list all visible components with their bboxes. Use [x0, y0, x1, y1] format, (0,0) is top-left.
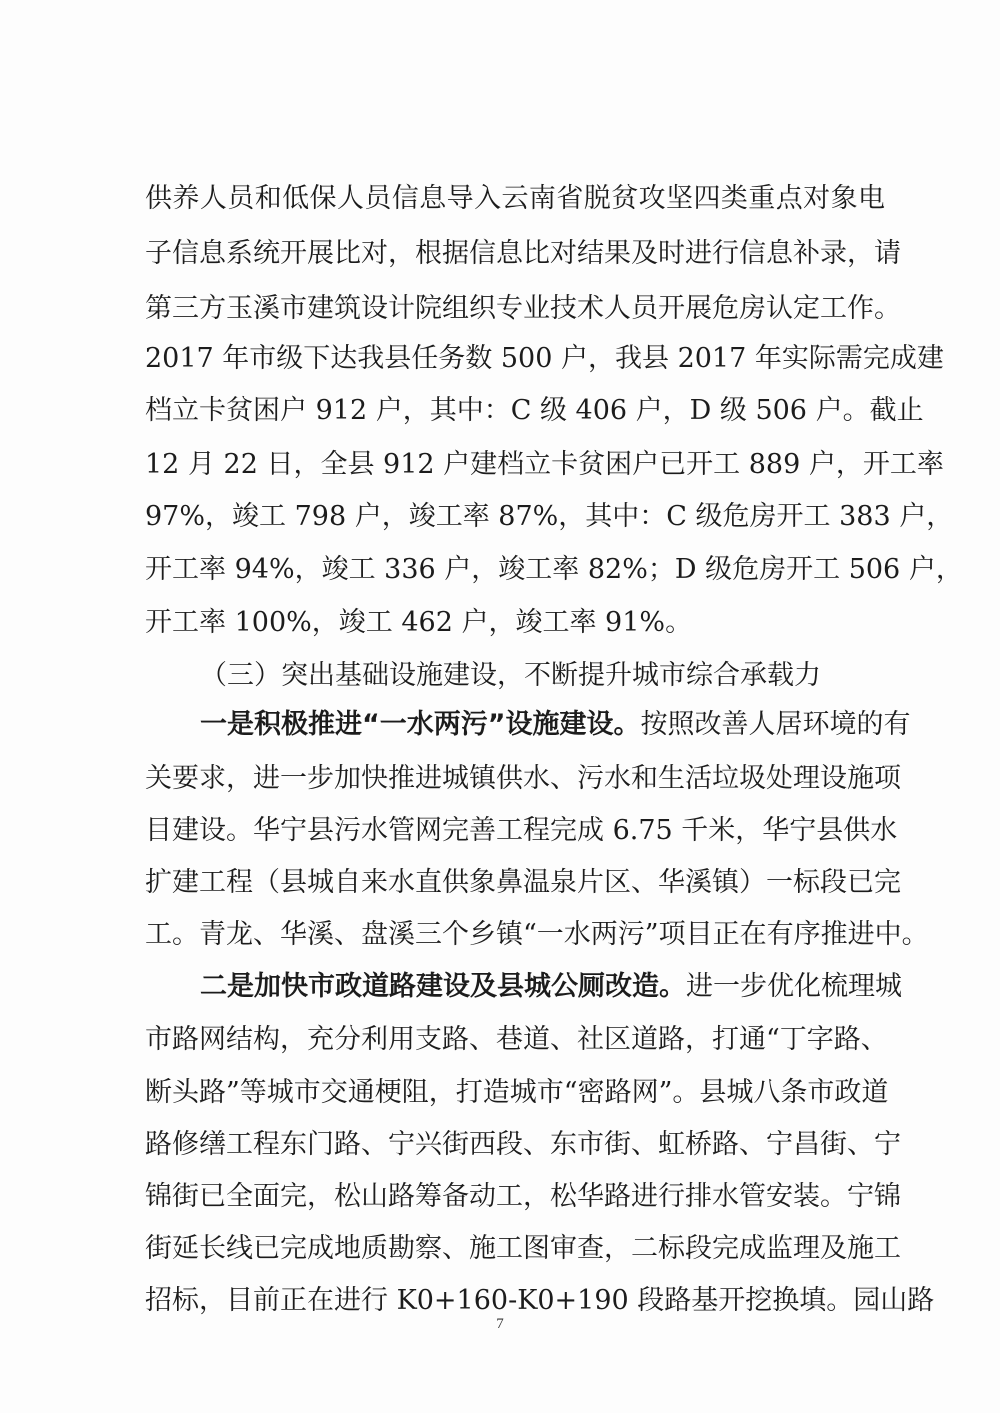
paragraph-text: 进一步优化梳理城	[686, 971, 902, 1002]
body-line: 扩建工程（县城自来水直供象鼻温泉片区、华溪镇）一标段已完	[145, 867, 901, 898]
body-line: 街延长线已完成地质勘察、施工图审查，二标段完成监理及施工	[145, 1233, 901, 1264]
body-line: 关要求，进一步加快推进城镇供水、污水和生活垃圾处理设施项	[145, 763, 901, 794]
body-line: 招标，目前正在进行 K0+160-K0+190 段路基开挖换填。园山路	[145, 1285, 935, 1316]
body-line: 开工率 100%，竣工 462 户，竣工率 91%。	[145, 607, 693, 638]
body-line: 工。青龙、华溪、盘溪三个乡镇“一水两污”项目正在有序推进中。	[145, 919, 929, 950]
paragraph-lead: 一是积极推进“一水两污”设施建设。	[200, 709, 641, 740]
body-line: 97%，竣工 798 户，竣工率 87%，其中：C 级危房开工 383 户，	[145, 501, 954, 532]
body-line: 开工率 94%，竣工 336 户，竣工率 82%；D 级危房开工 506 户，	[145, 554, 963, 585]
paragraph-first-line	[200, 968, 902, 1006]
body-line: 子信息系统开展比对，根据信息比对结果及时进行信息补录，请	[145, 238, 901, 269]
body-line: 路修缮工程东门路、宁兴街西段、东市街、虹桥路、宁昌街、宁	[145, 1129, 901, 1160]
section-heading: （三）突出基础设施建设，不断提升城市综合承载力	[200, 660, 821, 691]
paragraph-text: 按照改善人居环境的有	[640, 709, 911, 740]
body-line: 目建设。华宁县污水管网完善工程完成 6.75 千米，华宁县供水	[145, 815, 898, 846]
body-line: 供养人员和低保人员信息导入云南省脱贫攻坚四类重点对象电	[145, 183, 885, 214]
body-line: 档立卡贫困户 912 户，其中：C 级 406 户，D 级 506 户。截止	[145, 395, 924, 426]
body-line: 市路网结构，充分利用支路、巷道、社区道路，打通“丁字路、	[145, 1024, 888, 1055]
body-line: 12 月 22 日，全县 912 户建档立卡贫困户已开工 889 户，开工率	[145, 449, 944, 480]
paragraph-first-line	[200, 706, 911, 744]
body-line: 断头路”等城市交通梗阻，打造城市“密路网”。县城八条市政道	[145, 1077, 889, 1108]
body-line: 锦街已全面完，松山路筹备动工，松华路进行排水管安装。宁锦	[145, 1181, 901, 1212]
body-line: 2017 年市级下达我县任务数 500 户，我县 2017 年实际需完成建	[145, 343, 944, 374]
body-line: 第三方玉溪市建筑设计院组织专业技术人员开展危房认定工作。	[145, 293, 901, 324]
page-number: 7	[496, 1316, 504, 1332]
paragraph-lead: 二是加快市政道路建设及县城公厕改造。	[200, 971, 686, 1002]
